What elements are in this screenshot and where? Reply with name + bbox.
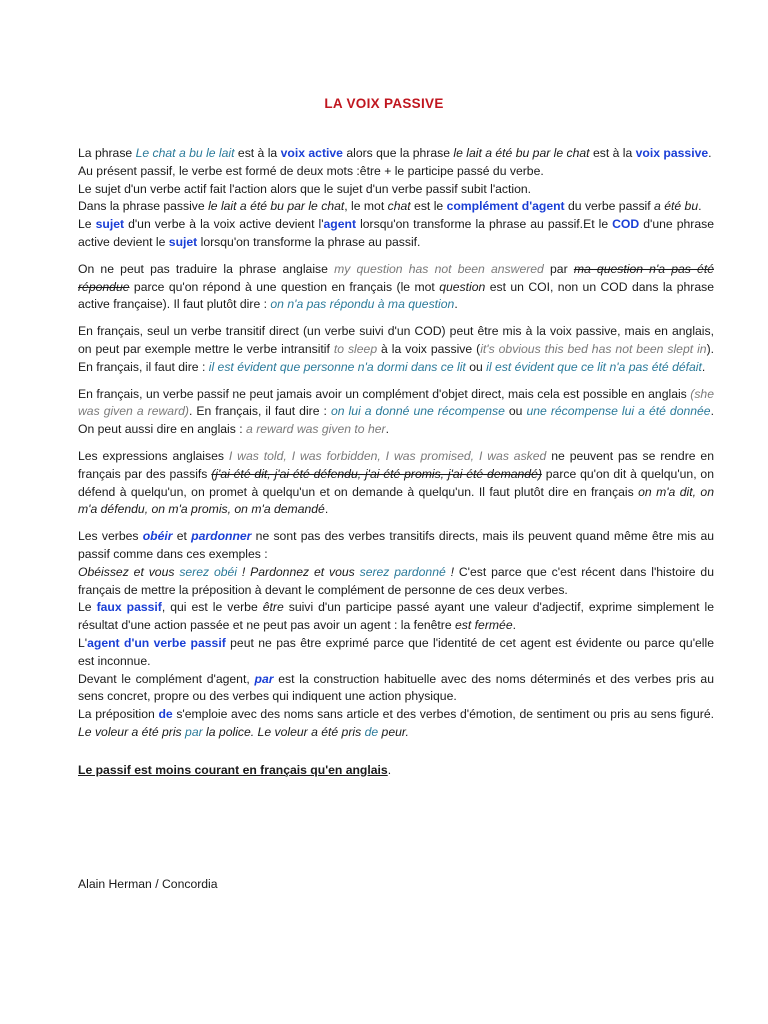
text: lorsqu'on transforme la phrase au passif.: [197, 234, 421, 249]
text: parce qu'on dit à quelqu'un, on défend à quelqu'un, on promet à quelqu'un et on demande à quelqu'un. Il faut plutôt dire en français: [78, 466, 714, 499]
text: peut ne pas être exprimé parce que l'identité de cet agent est évidente ou parce qu'elle est inconnue.: [78, 635, 714, 668]
french-example: on m'a dit, on m'a défendu, on m'a promis, on m'a demandé: [78, 484, 714, 517]
paragraph-gap: [78, 742, 714, 762]
english-example: it's obvious this bed has not been slept in: [480, 341, 707, 356]
text: .: [387, 762, 392, 777]
example: Le voleur a été pris: [78, 724, 186, 739]
keyword-cod: COD: [612, 217, 640, 232]
text: à la voix passive (: [377, 341, 481, 356]
keyword-voix-passive: voix passive: [635, 146, 709, 160]
text: ou: [465, 359, 487, 374]
text: d'un verbe à la voix active devient l': [124, 217, 324, 232]
text: est à la: [589, 146, 636, 160]
text: , le mot: [344, 199, 388, 214]
french-example: on lui a donné une récompense: [330, 404, 505, 419]
example-passive: le lait a été bu par le chat: [453, 146, 590, 160]
example-active: Le chat a bu le lait: [135, 146, 235, 160]
text: est la construction habituelle avec des noms déterminés et des verbes pris au sens concret, propre ou des verbes qui indiquent une action physique.: [78, 671, 714, 704]
text: , qui est le verbe: [161, 600, 263, 615]
keyword-agent-verbe-passif: agent d'un verbe passif: [87, 635, 226, 650]
text: parce qu'on répond à une question en français (le mot: [129, 279, 440, 294]
english-example: my question has not been answered: [334, 261, 544, 276]
text: Le: [78, 600, 97, 615]
paragraph-cod: [78, 386, 714, 439]
paragraph-gap: [78, 439, 714, 448]
text: ). En français, il faut dire :: [78, 341, 715, 374]
text: .: [454, 297, 458, 312]
text: suivi d'un participe passé ayant une valeur d'adjectif, exprime simplement le résultat d'une action passée et ne peut pas avoir un agent : la fenêtre: [78, 600, 714, 633]
english-example: a reward was given to her: [246, 422, 386, 437]
paragraph-transformation: [78, 216, 714, 252]
text: ou: [504, 404, 527, 419]
highlight: serez obéi: [179, 564, 238, 579]
text: L': [78, 635, 88, 650]
paragraph-complement-agent: [78, 198, 714, 216]
text: .: [385, 422, 389, 437]
text: . En français, il faut dire :: [188, 404, 331, 419]
text: C'est parce que c'est récent dans l'histoire du français de mettre la préposition à devant le complément de personne de ces deux verbes.: [78, 564, 714, 597]
paragraph-de: [78, 706, 714, 742]
incorrect-example: (j'ai été dit, j'ai été défendu, j'ai été promis, j'ai été demandé): [211, 466, 542, 481]
paragraph-sujet: Le sujet d'un verbe actif fait l'action alors que le sujet d'un verbe passif subit l'action.: [78, 181, 532, 196]
paragraph-transitif: [78, 323, 714, 376]
keyword-obeir: obéir: [142, 529, 173, 544]
word: être: [262, 600, 284, 615]
text: Les expressions anglaises: [78, 448, 229, 463]
paragraph-gap: [78, 314, 714, 323]
example: !: [445, 564, 455, 579]
keyword-par: par: [254, 671, 274, 686]
paragraph-gap: [78, 519, 714, 528]
text: est le: [410, 199, 447, 214]
text: En français, seul un verbe transitif direct (un verbe suivi d'un COD) peut être mis à la voix passive, mais en anglais, on peut par exemple mettre le verbe intransitif: [78, 324, 714, 356]
text: .: [708, 146, 712, 160]
paragraph-obeir-pardonner: [78, 528, 714, 564]
text: et: [172, 529, 192, 544]
text: En français, un verbe passif ne peut jamais avoir un complément d'objet direct, mais cela est possible en anglais: [78, 386, 691, 401]
paragraph-traduction: [78, 261, 714, 314]
keyword-complement-agent: complément d'agent: [446, 199, 565, 214]
text: .: [512, 618, 516, 633]
paragraph-gap: [78, 377, 714, 386]
correct-example: on n'a pas répondu à ma question: [270, 297, 455, 312]
example: peur.: [378, 724, 409, 739]
text: Les verbes: [78, 529, 143, 544]
paragraph-present-passif: Au présent passif, le verbe est formé de deux mots :être + le participe passé du verbe.: [78, 163, 544, 178]
document-body: [78, 145, 714, 780]
text: est un COI, non un COD dans la phrase active française). Il faut plutôt dire :: [78, 279, 715, 312]
text: alors que la phrase: [342, 146, 454, 160]
example: est fermée: [455, 618, 513, 633]
keyword-faux-passif: faux passif: [96, 600, 162, 615]
keyword-sujet: sujet: [168, 234, 198, 249]
keyword-pardonner: pardonner: [191, 529, 252, 544]
text: ne sont pas des verbes transitifs directs, mais ils peuvent quand même être mis au passif comme dans ces exemples :: [78, 529, 714, 561]
text: s'emploie avec des noms sans article et des verbes d'émotion, de sentiment ou pris au sens figuré.: [172, 707, 715, 722]
paragraph-par: [78, 671, 714, 707]
text: du verbe passif: [564, 199, 655, 214]
text: est à la: [234, 146, 281, 160]
text: d'une phrase active devient le: [78, 217, 714, 249]
highlight: de: [364, 724, 379, 739]
text: ne peuvent pas se rendre en français par des passifs: [78, 448, 714, 481]
paragraph-gap: [78, 252, 714, 261]
word: chat: [387, 199, 411, 214]
conclusion-text: Le passif est moins courant en français qu'en anglais: [78, 762, 388, 777]
text: lorsqu'on transforme la phrase au passif.Et le: [356, 217, 613, 232]
highlight: serez pardonné: [359, 564, 446, 579]
highlight: par: [185, 724, 203, 739]
incorrect-example: ma question n'a pas été répondue: [78, 261, 715, 294]
example: ! Pardonnez et vous: [237, 564, 360, 579]
english-example: to sleep: [333, 341, 378, 356]
text: .: [698, 199, 702, 214]
example: le lait a été bu par le chat: [208, 199, 345, 214]
word: a été bu: [654, 199, 699, 214]
text: La phrase: [78, 146, 136, 160]
text: Devant le complément d'agent,: [78, 671, 255, 686]
signature: Alain Herman / Concordia: [78, 877, 218, 891]
example: Obéissez et vous: [78, 564, 180, 579]
keyword-sujet: sujet: [95, 217, 125, 232]
keyword-agent: agent: [323, 217, 357, 232]
keyword-de: de: [158, 707, 173, 722]
english-example: I was told, I was forbidden, I was promised, I was asked: [228, 448, 547, 463]
paragraph-expressions: [78, 448, 714, 519]
paragraph-faux-passif: [78, 599, 714, 635]
text: Le: [78, 217, 96, 232]
english-example: (she was given a reward): [78, 386, 714, 419]
french-example: il est évident que ce lit n'a pas été défait: [486, 359, 702, 374]
text: .: [701, 359, 706, 374]
paragraph-conclusion: [78, 762, 714, 780]
text: . On peut aussi dire en anglais :: [78, 404, 714, 437]
text: On ne peut pas traduire la phrase anglaise: [78, 261, 335, 276]
document-title: LA VOIX PASSIVE: [324, 96, 444, 111]
example: la police. Le voleur a été pris: [202, 724, 365, 739]
french-example: une récompense lui a été donnée: [526, 404, 711, 419]
french-example: il est évident que personne n'a dormi dans ce lit: [208, 359, 466, 374]
paragraph-agent: [78, 635, 714, 671]
text: .: [324, 502, 329, 517]
text: Dans la phrase passive: [78, 199, 209, 214]
word: question: [439, 279, 486, 294]
paragraph-obeir-examples: [78, 564, 714, 600]
paragraph-intro: [78, 145, 714, 163]
keyword-voix-active: voix active: [280, 146, 343, 160]
text: par: [543, 261, 574, 276]
text: La préposition: [78, 707, 159, 722]
